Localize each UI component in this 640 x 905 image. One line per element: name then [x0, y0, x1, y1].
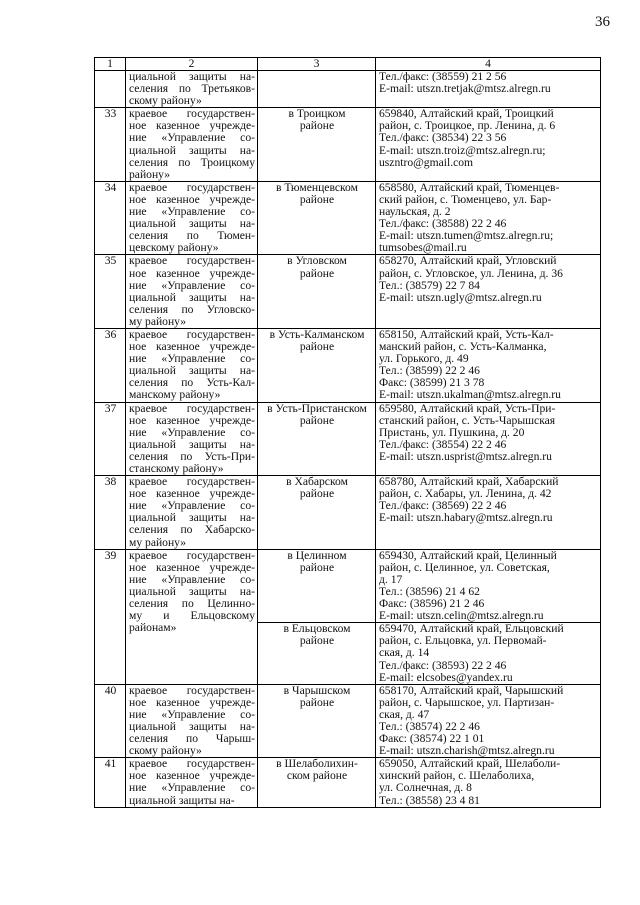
text-line: в Ельцовском: [283, 622, 351, 636]
text-line: селения по Усть-Кал-: [129, 376, 255, 390]
text-line: циальной защиты на-: [129, 143, 255, 157]
table-row: [95, 758, 601, 807]
district-cell: [258, 549, 376, 623]
text-line: в Хабарском: [286, 475, 348, 489]
text-line: Тел./факс: (38593) 22 2 46: [379, 658, 507, 672]
text-line: циальной защиты на-: [129, 793, 235, 807]
text-line: ние «Управление со-: [129, 278, 255, 292]
text-line: Тел.: (38599) 22 2 46: [379, 364, 480, 378]
header-row: [95, 58, 601, 71]
institution-name-cell: [126, 328, 258, 402]
text-line: Тел.: (38596) 21 4 62: [379, 584, 480, 598]
text-line: селения по Целинно-: [129, 597, 255, 611]
text-line: E-mail: elcsobes@yandex.ru: [379, 670, 513, 684]
text-line: Факс: (38599) 21 3 78: [379, 376, 485, 390]
text-line: в Угловском: [287, 254, 347, 268]
text-line: циальной защиты на-: [129, 217, 255, 231]
text-line: E-mail: utszn.troiz@mtsz.alregn.ru;: [379, 143, 546, 157]
header-cell-1: 1: [95, 58, 126, 71]
text-line: 658170, Алтайский край, Чарышский: [379, 684, 564, 697]
text-line: станский район, с. Усть-Чарышская: [379, 413, 556, 427]
text-line: краевое государствен-: [129, 107, 255, 121]
text-line: 659050, Алтайский край, Шелаболи-: [379, 757, 561, 771]
text-line: Тел./факс: (38588) 22 2 46: [379, 217, 507, 231]
page-number: 36: [595, 14, 610, 30]
table-row: [95, 549, 601, 623]
text-line: ное казенное учрежде-: [129, 266, 255, 280]
row-number-cell: 40: [95, 684, 126, 758]
text-line: Факс: (38574) 22 1 01: [379, 732, 485, 746]
text-line: ние «Управление со-: [129, 131, 255, 145]
text-line: 658780, Алтайский край, Хабарский: [379, 475, 559, 489]
text-line: ние «Управление со-: [129, 425, 255, 439]
row-number-cell: 33: [95, 108, 126, 182]
text-line: циальной защиты на-: [129, 364, 255, 378]
text-line: районе: [299, 266, 335, 280]
institution-name-cell: [126, 476, 258, 550]
text-line: краевое государствен-: [129, 328, 255, 341]
text-line: циальной защиты на-: [129, 437, 255, 451]
text-line: скому району»: [129, 744, 202, 758]
institutions-table: [94, 57, 601, 808]
text-line: циальной защиты на-: [129, 290, 255, 304]
text-line: району»: [129, 167, 171, 181]
text-line: ул. Горького, д. 49: [379, 352, 469, 366]
text-line: район, с. Целинное, ул. Советская,: [379, 560, 550, 574]
text-line: ский район, с. Тюменцево, ул. Бар-: [379, 192, 552, 206]
institution-name-cell: [126, 758, 258, 807]
text-line: 659580, Алтайский край, Усть-При-: [379, 402, 556, 415]
contacts-cell: [376, 181, 601, 255]
text-line: районам»: [129, 621, 177, 635]
table-row: [95, 255, 601, 329]
text-line: Тел.: (38579) 22 7 84: [379, 278, 480, 292]
text-line: E-mail: utszn.habary@mtsz.alregn.ru: [379, 511, 553, 525]
row-number-cell: 37: [95, 402, 126, 476]
text-line: скому району»: [129, 94, 202, 108]
contacts-cell: [376, 684, 601, 758]
text-line: Тел./факс: (38554) 22 2 46: [379, 437, 507, 451]
text-line: д. 17: [379, 572, 403, 586]
text-line: ное казенное учрежде-: [129, 560, 255, 574]
text-line: Пристань, ул. Пушкина, д. 20: [379, 425, 525, 439]
text-line: ние «Управление со-: [129, 572, 255, 586]
text-line: краевое государствен-: [129, 549, 255, 562]
text-line: район, с. Троицкое, пр. Ленина, д. 6: [379, 119, 556, 133]
text-line: районе: [299, 192, 335, 206]
text-line: в Чарышском: [283, 684, 351, 697]
text-line: краевое государствен-: [129, 475, 255, 489]
table-row: [95, 328, 601, 402]
text-line: в Целинном: [287, 549, 347, 562]
table-row: [95, 181, 601, 255]
text-line: селения по Тюмен-: [129, 229, 255, 243]
row-number-cell: 39: [95, 549, 126, 684]
text-line: селения по Третьяков-: [129, 82, 255, 96]
contacts-cell: [376, 71, 601, 108]
text-line: uszntro@gmail.com: [379, 155, 474, 169]
contacts-cell: [376, 476, 601, 550]
text-line: районе: [299, 340, 335, 354]
contacts-cell: [376, 623, 601, 684]
text-line: краевое государствен-: [129, 254, 255, 268]
text-line: в Тюменцевском: [276, 181, 358, 194]
text-line: селения по Хабарско-: [129, 523, 255, 537]
text-line: ние «Управление со-: [129, 352, 255, 366]
text-line: селения по Усть-При-: [129, 449, 255, 463]
text-line: краевое государствен-: [129, 684, 255, 697]
text-line: в Усть-Калманском: [269, 328, 365, 341]
text-line: E-mail: utszn.celin@mtsz.alregn.ru: [379, 609, 544, 623]
text-line: Тел.: (38558) 23 4 81: [379, 793, 480, 807]
text-line: 658150, Алтайский край, Усть-Кал-: [379, 328, 554, 341]
text-line: E-mail: utszn.tretjak@mtsz.alregn.ru: [379, 82, 551, 96]
text-line: му району»: [129, 535, 187, 549]
text-line: 658270, Алтайский край, Угловский: [379, 254, 557, 268]
text-line: E-mail: utszn.ukalman@mtsz.alregn.ru: [379, 388, 561, 402]
text-line: циальной защиты на-: [129, 584, 255, 598]
district-cell: [258, 476, 376, 550]
district-cell: [258, 402, 376, 476]
text-line: ние «Управление со-: [129, 205, 255, 219]
row-number-cell: [95, 71, 126, 108]
district-cell: [258, 328, 376, 402]
text-line: краевое государствен-: [129, 181, 255, 194]
institution-name-cell: [126, 684, 258, 758]
text-line: Тел.: (38574) 22 2 46: [379, 719, 480, 733]
text-line: 658580, Алтайский край, Тюменцев-: [379, 181, 560, 194]
text-line: ное казенное учрежде-: [129, 695, 255, 709]
text-line: Тел./факс: (38559) 21 2 56: [379, 70, 507, 83]
text-line: хинский район, с. Шелаболиха,: [379, 769, 535, 783]
text-line: район, с. Угловское, ул. Ленина, д. 36: [379, 266, 563, 280]
row-number-cell: 36: [95, 328, 126, 402]
table-body: [95, 71, 601, 808]
text-line: краевое государствен-: [129, 757, 255, 771]
text-line: ском районе: [286, 769, 348, 783]
institution-name-cell: [126, 255, 258, 329]
district-cell: [258, 255, 376, 329]
text-line: район, с. Ельцовка, ул. Первомай-: [379, 634, 547, 648]
contacts-cell: [376, 255, 601, 329]
text-line: ное казенное учрежде-: [129, 119, 255, 133]
text-line: селения по Чарыш-: [129, 732, 255, 746]
district-cell: [258, 623, 376, 684]
text-line: ное казенное учрежде-: [129, 769, 255, 783]
header-cell-2: 2: [126, 58, 258, 71]
text-line: 659470, Алтайский край, Ельцовский: [379, 622, 564, 636]
table-row: [95, 684, 601, 758]
text-line: район, с. Чарышское, ул. Партизан-: [379, 695, 555, 709]
institution-name-cell: [126, 71, 258, 108]
header-cell-4: 4: [376, 58, 601, 71]
text-line: ние «Управление со-: [129, 707, 255, 721]
institution-name-cell: [126, 108, 258, 182]
contacts-cell: [376, 549, 601, 623]
contacts-cell: [376, 402, 601, 476]
district-cell: [258, 71, 376, 108]
text-line: ное казенное учрежде-: [129, 192, 255, 206]
district-cell: [258, 758, 376, 807]
table-row: [95, 476, 601, 550]
text-line: в Усть-Пристанском: [267, 402, 367, 415]
header-cell-3: 3: [258, 58, 376, 71]
table-row: [95, 108, 601, 182]
institution-name-cell: [126, 549, 258, 684]
text-line: в Шелаболихин-: [276, 757, 358, 771]
text-line: районе: [299, 560, 335, 574]
text-line: ние «Управление со-: [129, 781, 255, 795]
institution-name-cell: [126, 181, 258, 255]
text-line: Факс: (38596) 21 2 46: [379, 597, 485, 611]
text-line: цевскому району»: [129, 241, 219, 255]
text-line: район, с. Хабары, ул. Ленина, д. 42: [379, 487, 552, 501]
institution-name-cell: [126, 402, 258, 476]
text-line: ул. Солнечная, д. 8: [379, 781, 472, 795]
district-cell: [258, 181, 376, 255]
text-line: ская, д. 47: [379, 707, 430, 721]
district-cell: [258, 684, 376, 758]
text-line: районе: [299, 119, 335, 133]
text-line: 659840, Алтайский край, Троицкий: [379, 107, 554, 121]
text-line: манскому району»: [129, 388, 221, 402]
text-line: наульская, д. 2: [379, 205, 451, 219]
table-row: [95, 71, 601, 108]
text-line: му району»: [129, 314, 187, 328]
text-line: Тел./факс: (38534) 22 3 56: [379, 131, 507, 145]
text-line: циальной защиты на-: [129, 511, 255, 525]
text-line: районе: [299, 695, 335, 709]
text-line: краевое государствен-: [129, 402, 255, 415]
text-line: Тел./факс: (38569) 22 2 46: [379, 499, 507, 513]
text-line: районе: [299, 487, 335, 501]
text-line: 659430, Алтайский край, Целинный: [379, 549, 557, 562]
text-line: циальной защиты на-: [129, 70, 255, 83]
text-line: E-mail: utszn.charish@mtsz.alregn.ru: [379, 744, 555, 758]
text-line: в Троицком: [288, 107, 346, 121]
row-number-cell: 34: [95, 181, 126, 255]
text-line: манский район, с. Усть-Калманка,: [379, 340, 547, 354]
row-number-cell: 38: [95, 476, 126, 550]
text-line: E-mail: utszn.usprist@mtsz.alregn.ru: [379, 449, 552, 463]
text-line: станскому району»: [129, 462, 224, 475]
text-line: E-mail: utszn.tumen@mtsz.alregn.ru;: [379, 229, 554, 243]
text-line: ное казенное учрежде-: [129, 340, 255, 354]
text-line: му и Ельцовскому: [129, 609, 255, 623]
text-line: районе: [299, 634, 335, 648]
text-line: tumsobes@mail.ru: [379, 241, 467, 255]
text-line: селения по Угловско-: [129, 302, 255, 316]
text-line: циальной защиты на-: [129, 719, 255, 733]
text-line: ние «Управление со-: [129, 499, 255, 513]
contacts-cell: [376, 328, 601, 402]
contacts-cell: [376, 108, 601, 182]
district-cell: [258, 108, 376, 182]
text-line: районе: [299, 413, 335, 427]
text-line: селения по Троицкому: [129, 155, 255, 169]
row-number-cell: 35: [95, 255, 126, 329]
text-line: ное казенное учрежде-: [129, 487, 255, 501]
text-line: E-mail: utszn.ugly@mtsz.alregn.ru: [379, 290, 542, 304]
contacts-cell: [376, 758, 601, 807]
text-line: ская, д. 14: [379, 646, 430, 660]
row-number-cell: 41: [95, 758, 126, 807]
table-row: [95, 402, 601, 476]
text-line: ное казенное учрежде-: [129, 413, 255, 427]
